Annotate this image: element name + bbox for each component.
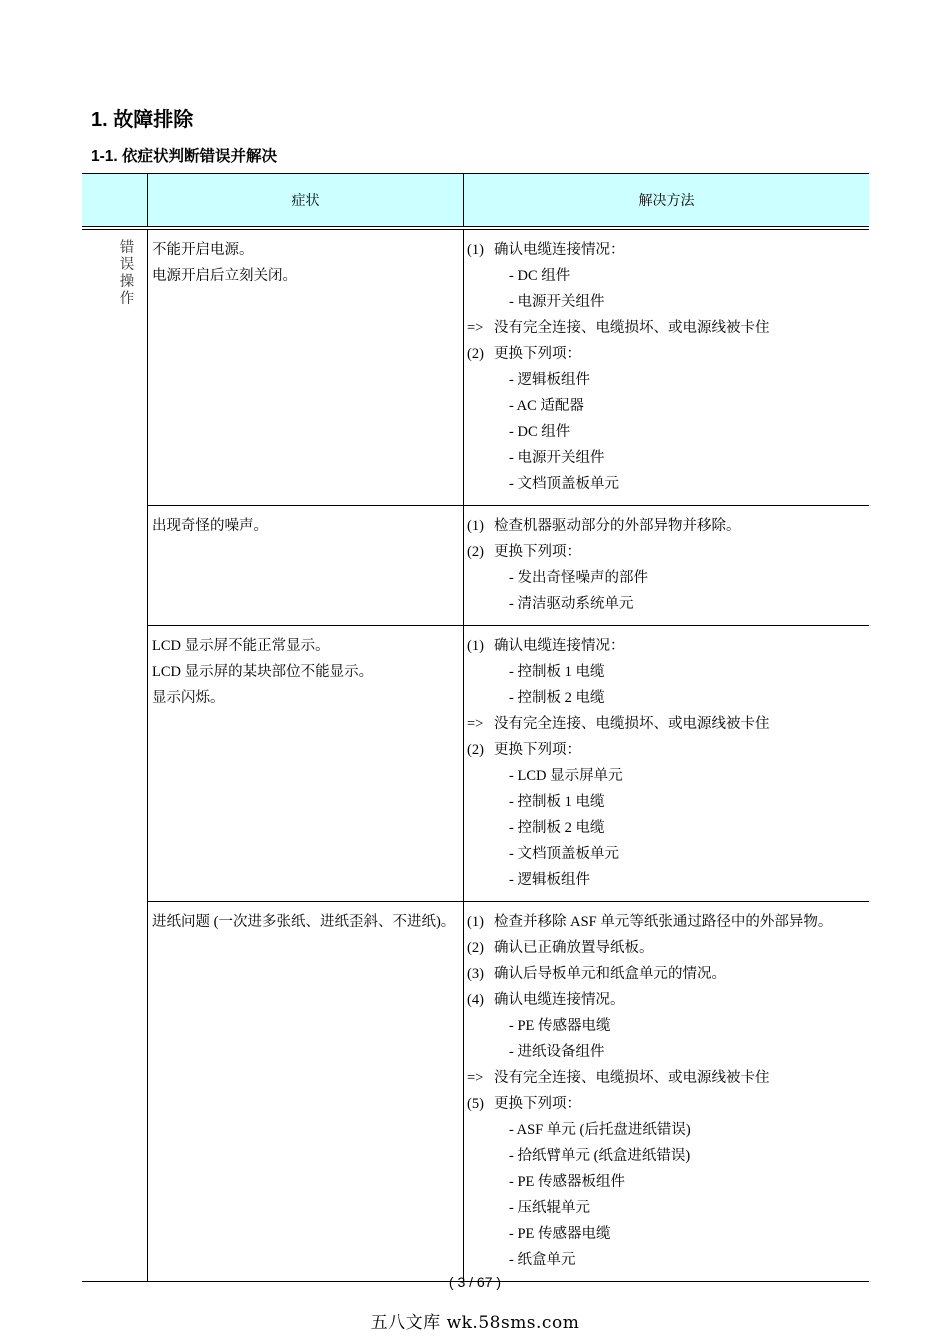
- solution-step: [467, 633, 869, 659]
- step-marker: (1): [467, 518, 484, 534]
- solution-subitem: - 控制板 1 电缆: [467, 659, 869, 685]
- table-row: [147, 902, 869, 1281]
- footer-watermark: 五八文库 wk.58sms.com: [370, 1313, 580, 1333]
- symptom-cell: [147, 506, 463, 625]
- step-text: 没有完全连接、电缆损坏、或电源线被卡住: [494, 320, 770, 336]
- step-marker: (2): [467, 940, 484, 956]
- solution-subitem: - 逻辑板组件: [467, 367, 869, 393]
- solution-step: [467, 1065, 869, 1091]
- solution-step: [467, 987, 869, 1013]
- solution-subitem: - 控制板 1 电缆: [467, 789, 869, 815]
- step-marker: =>: [467, 320, 484, 336]
- step-text: 更换下列项：: [494, 742, 581, 758]
- table-header: [82, 174, 869, 227]
- solution-subitem: - PE 传感器电缆: [467, 1221, 869, 1247]
- solution-step: [467, 237, 869, 263]
- step-text: 确认电缆连接情况：: [494, 242, 625, 258]
- solution-subitem: - 压纸辊单元: [467, 1195, 869, 1221]
- table-row: [147, 626, 869, 902]
- step-marker: (1): [467, 914, 484, 930]
- category-cell: [82, 230, 147, 1281]
- header-solution: 解决方法: [463, 174, 869, 226]
- solution-step: [467, 935, 869, 961]
- solution-subitem: - PE 传感器电缆: [467, 1013, 869, 1039]
- symptom-text: 出现奇怪的噪声。: [152, 518, 268, 534]
- solution-step: [467, 909, 869, 935]
- step-marker: (5): [467, 1096, 484, 1112]
- step-marker: (2): [467, 544, 484, 560]
- solution-subitem: - DC 组件: [467, 419, 869, 445]
- solution-step: [467, 539, 869, 565]
- step-text: 确认电缆连接情况：: [494, 638, 625, 654]
- step-text: 没有完全连接、电缆损坏、或电源线被卡住: [494, 1070, 770, 1086]
- solution-cell: [463, 230, 869, 505]
- table-row: [147, 230, 869, 506]
- solution-step: [467, 737, 869, 763]
- step-marker: (4): [467, 992, 484, 1008]
- subsection-heading: 1-1. 依症状判断错误并解决: [91, 148, 278, 165]
- solution-subitem: - 文档顶盖板单元: [467, 471, 869, 497]
- solution-cell: [463, 902, 869, 1281]
- troubleshooting-table: [82, 173, 869, 1282]
- solution-subitem: - 逻辑板组件: [467, 867, 869, 893]
- solution-cell: [463, 626, 869, 901]
- step-text: 没有完全连接、电缆损坏、或电源线被卡住: [494, 716, 770, 732]
- symptom-text: 显示闪烁。: [152, 690, 225, 706]
- symptom-text: 进纸问题 (一次进多张纸、进纸歪斜、不进纸)。: [152, 914, 456, 930]
- solution-subitem: - 进纸设备组件: [467, 1039, 869, 1065]
- step-marker: (1): [467, 242, 484, 258]
- step-marker: (2): [467, 346, 484, 362]
- step-text: 更换下列项：: [494, 1096, 581, 1112]
- step-marker: (2): [467, 742, 484, 758]
- solution-subitem: - 纸盒单元: [467, 1247, 869, 1273]
- solution-subitem: - AC 适配器: [467, 393, 869, 419]
- solution-subitem: - LCD 显示屏单元: [467, 763, 869, 789]
- solution-subitem: - 发出奇怪噪声的部件: [467, 565, 869, 591]
- solution-subitem: - 电源开关组件: [467, 445, 869, 471]
- step-text: 确认已正确放置导纸板。: [494, 940, 654, 956]
- solution-cell: [463, 506, 869, 625]
- step-marker: (3): [467, 966, 484, 982]
- solution-step: [467, 341, 869, 367]
- solution-step: [467, 513, 869, 539]
- symptom-cell: [147, 230, 463, 505]
- category-label: 错误操作: [119, 240, 135, 307]
- solution-step: [467, 315, 869, 341]
- solution-subitem: - 控制板 2 电缆: [467, 815, 869, 841]
- symptom-text: LCD 显示屏的某块部位不能显示。: [152, 664, 374, 680]
- step-text: 确认电缆连接情况。: [494, 992, 625, 1008]
- section-heading: 1. 故障排除: [91, 109, 194, 131]
- step-text: 检查机器驱动部分的外部异物并移除。: [494, 518, 741, 534]
- symptom-cell: [147, 902, 463, 1281]
- page-number: ( 3 / 67 ): [448, 1274, 502, 1290]
- symptom-text: 不能开启电源。: [152, 242, 254, 258]
- solution-step: [467, 711, 869, 737]
- solution-subitem: - PE 传感器板组件: [467, 1169, 869, 1195]
- symptom-cell: [147, 626, 463, 901]
- symptom-text: 电源开启后立刻关闭。: [152, 268, 297, 284]
- table-body: [82, 229, 869, 1282]
- solution-subitem: - DC 组件: [467, 263, 869, 289]
- solution-subitem: - 清洁驱动系统单元: [467, 591, 869, 617]
- solution-step: [467, 1091, 869, 1117]
- solution-subitem: - 文档顶盖板单元: [467, 841, 869, 867]
- solution-subitem: - ASF 单元 (后托盘进纸错误): [467, 1117, 869, 1143]
- solution-subitem: - 控制板 2 电缆: [467, 685, 869, 711]
- solution-subitem: - 电源开关组件: [467, 289, 869, 315]
- table-rows: [147, 230, 869, 1281]
- solution-subitem: - 拾纸臂单元 (纸盒进纸错误): [467, 1143, 869, 1169]
- header-symptom: 症状: [147, 174, 463, 226]
- step-marker: =>: [467, 716, 484, 732]
- symptom-text: LCD 显示屏不能正常显示。: [152, 638, 330, 654]
- table-row: [147, 506, 869, 626]
- step-marker: =>: [467, 1070, 484, 1086]
- step-text: 更换下列项：: [494, 346, 581, 362]
- header-category-cell: [82, 174, 147, 226]
- step-text: 确认后导板单元和纸盒单元的情况。: [494, 966, 726, 982]
- solution-step: [467, 961, 869, 987]
- step-text: 检查并移除 ASF 单元等纸张通过路径中的外部异物。: [494, 914, 833, 930]
- step-text: 更换下列项：: [494, 544, 581, 560]
- step-marker: (1): [467, 638, 484, 654]
